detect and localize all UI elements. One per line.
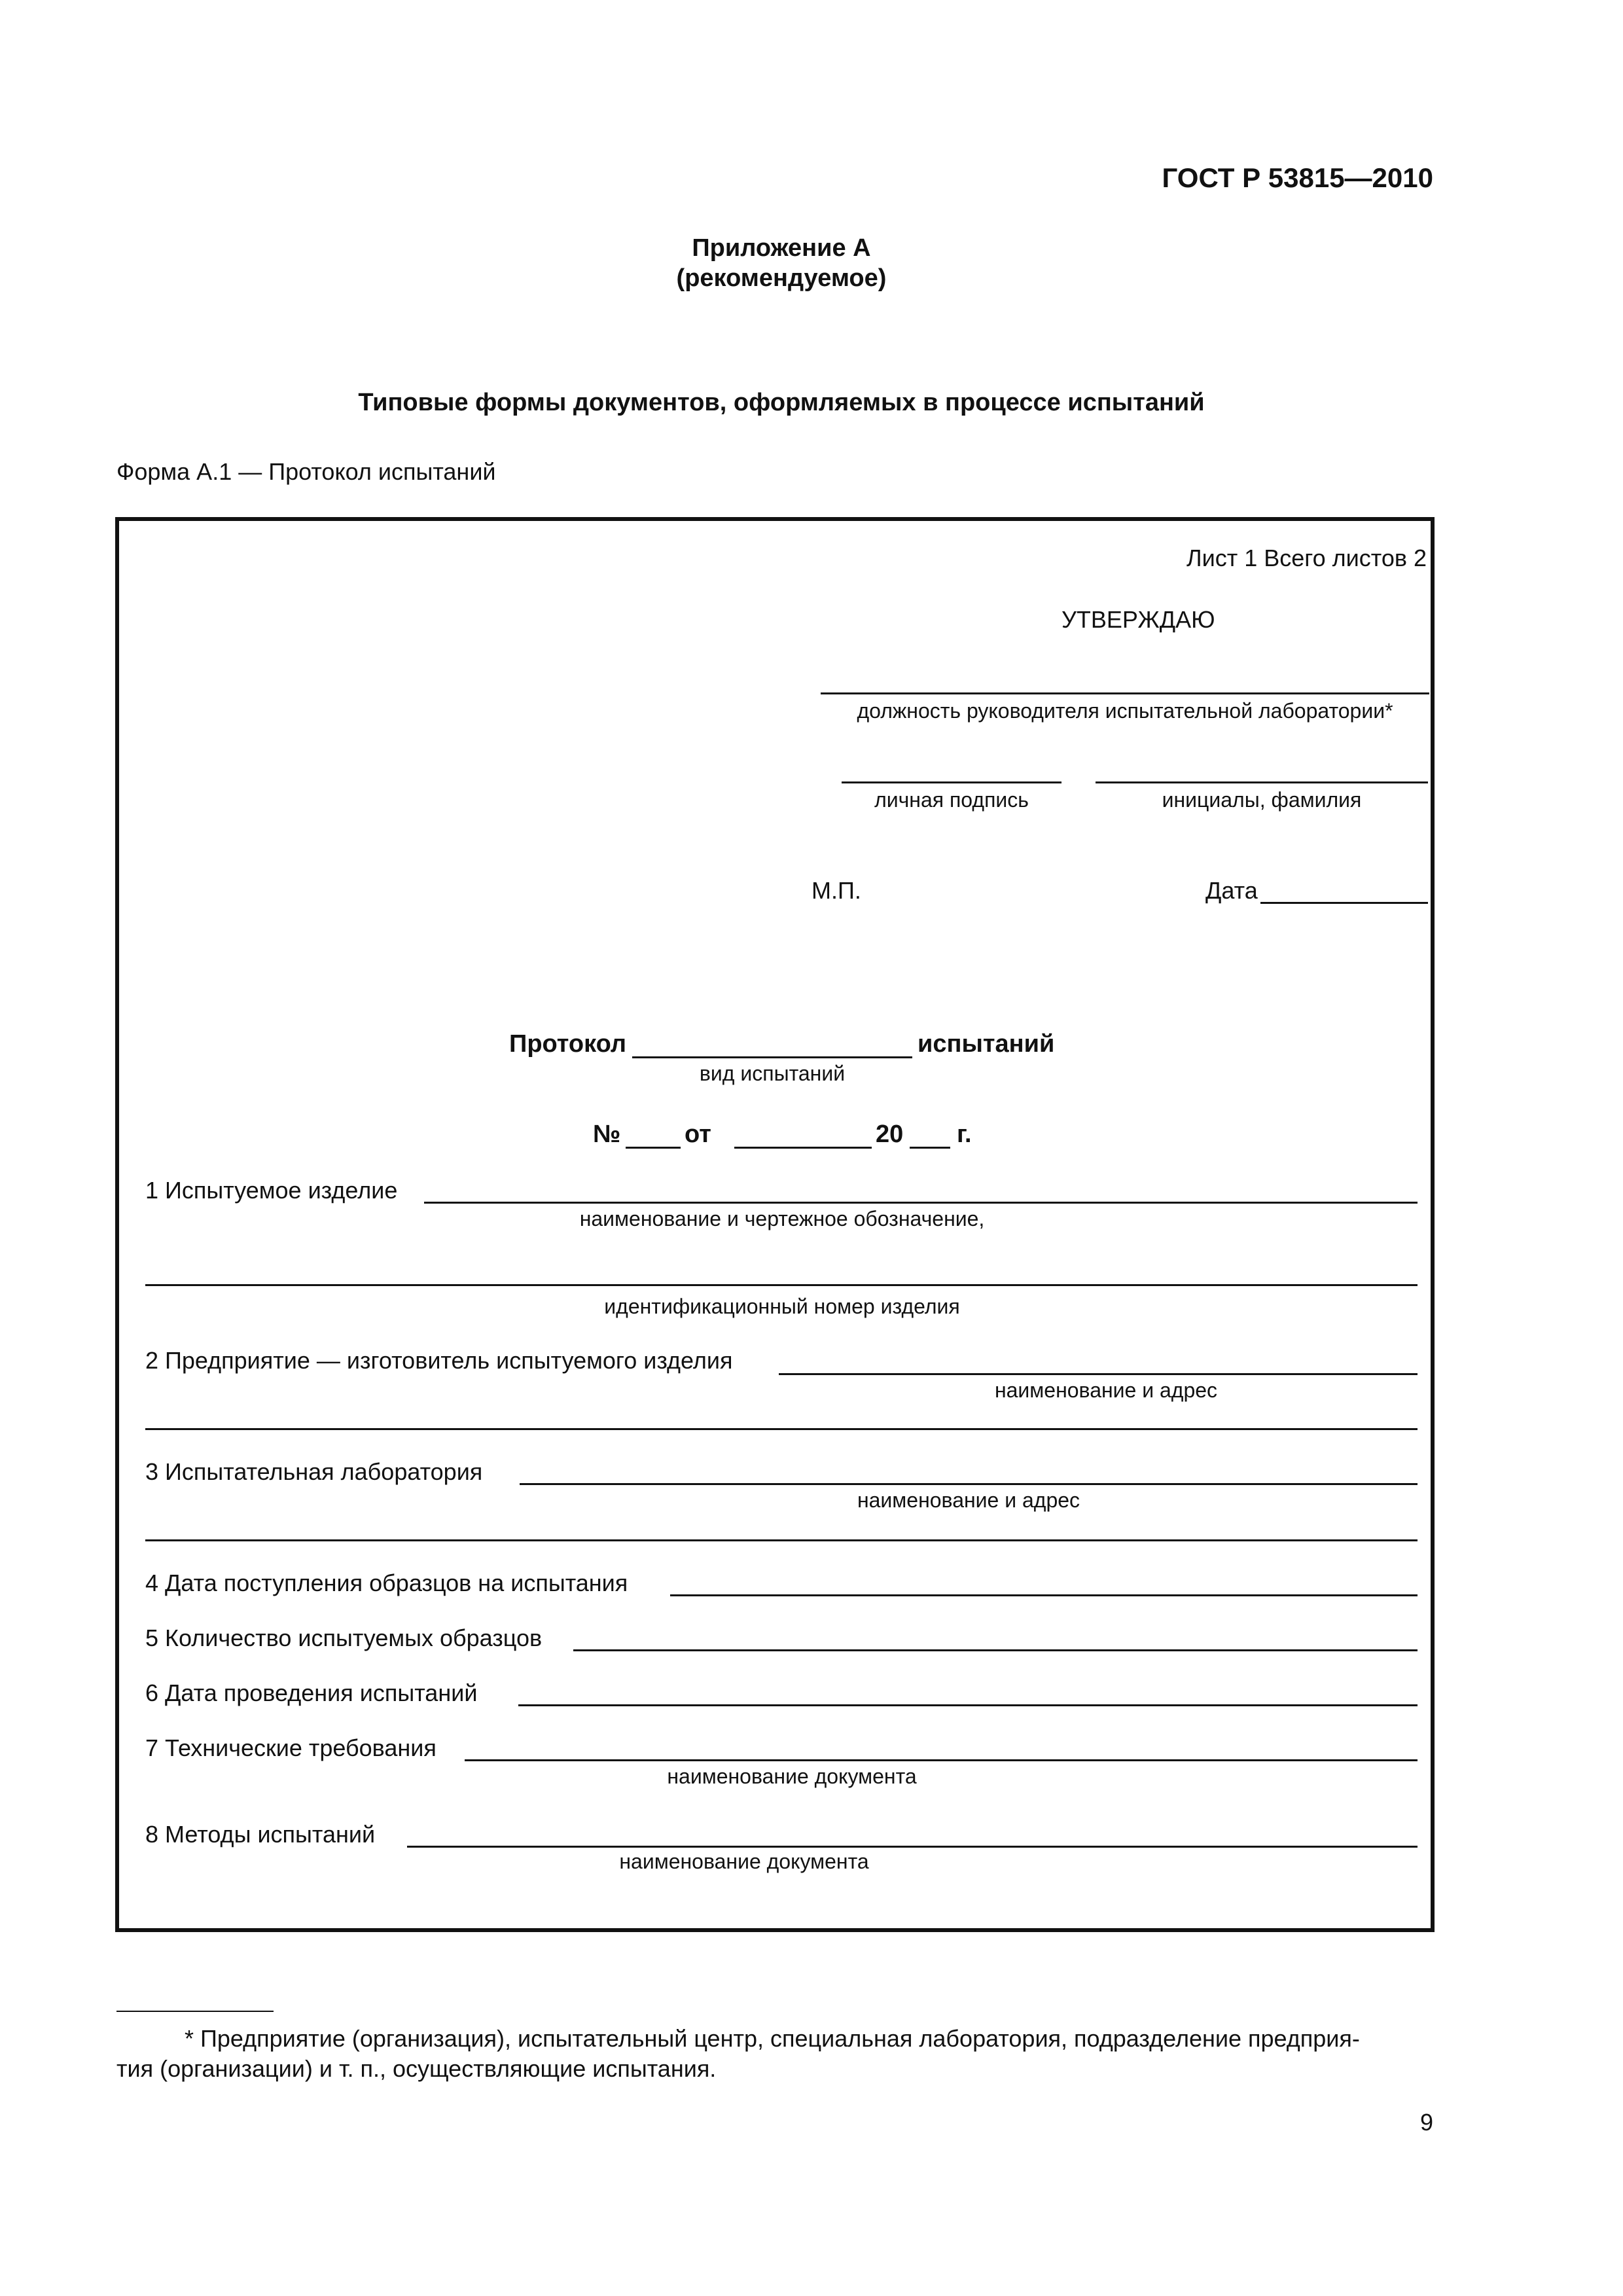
item-6-label: 6 Дата проведения испытаний — [145, 1679, 478, 1706]
date-label: Дата — [1205, 877, 1258, 904]
position-caption: должность руководителя испытательной лаборатории* — [857, 699, 1393, 723]
appendix-status: (рекомендуемое) — [676, 264, 887, 292]
item-3-label: 3 Испытательная лаборатория — [145, 1458, 483, 1485]
date-line[interactable] — [1260, 902, 1428, 904]
standard-number: ГОСТ Р 53815—2010 — [1162, 162, 1433, 193]
item-2-line-2[interactable] — [145, 1428, 1418, 1430]
number-year-line[interactable] — [910, 1147, 950, 1149]
item-5-line[interactable] — [573, 1649, 1418, 1651]
number-date-line[interactable] — [734, 1147, 872, 1149]
name-caption: инициалы, фамилия — [1162, 788, 1362, 812]
test-type-line[interactable] — [632, 1056, 912, 1058]
item-5-label: 5 Количество испытуемых образцов — [145, 1624, 543, 1651]
number-line[interactable] — [626, 1147, 681, 1149]
item-3-line[interactable] — [520, 1483, 1418, 1485]
signature-caption: личная подпись — [874, 788, 1029, 812]
number-from: от — [685, 1121, 711, 1148]
protocol-word: Протокол — [509, 1030, 627, 1058]
item-1-line-2[interactable] — [145, 1284, 1418, 1286]
item-1-caption: наименование и чертежное обозначение, — [579, 1207, 985, 1230]
appendix-title: Приложение А — [692, 234, 871, 262]
item-4-label: 4 Дата поступления образцов на испытания — [145, 1570, 628, 1596]
item-8-caption: наименование документа — [619, 1850, 869, 1873]
item-3-line-2[interactable] — [145, 1539, 1418, 1541]
footnote-line-2: тия (организации) и т. п., осуществляющие испытания. — [116, 2055, 717, 2082]
item-1-line[interactable] — [424, 1202, 1418, 1204]
item-2-caption: наименование и адрес — [994, 1378, 1218, 1402]
item-7-caption: наименование документа — [667, 1765, 917, 1788]
footnote-line-1: * Предприятие (организация), испытательный центр, специальная лаборатория, подразделение предприя- — [185, 2025, 1360, 2052]
item-7-line[interactable] — [465, 1759, 1418, 1761]
item-1-label: 1 Испытуемое изделие — [145, 1177, 398, 1204]
form-caption: Форма А.1 — Протокол испытаний — [116, 458, 496, 485]
page-number: 9 — [1419, 2109, 1433, 2136]
test-type-caption: вид испытаний — [699, 1062, 846, 1085]
main-title: Типовые формы документов, оформляемых в процессе испытаний — [358, 389, 1205, 416]
approve-label: УТВЕРЖДАЮ — [1061, 606, 1215, 633]
item-3-caption: наименование и адрес — [857, 1488, 1080, 1512]
footnote-separator — [116, 2011, 274, 2012]
signature-line[interactable] — [842, 781, 1061, 783]
sheet-info: Лист 1 Всего листов 2 — [1186, 545, 1427, 571]
number-year: 20 — [876, 1121, 904, 1148]
item-8-line[interactable] — [407, 1846, 1418, 1848]
protocol-tests-word: испытаний — [918, 1030, 1055, 1058]
position-line[interactable] — [821, 692, 1429, 694]
item-2-line[interactable] — [779, 1373, 1418, 1375]
number-g: г. — [957, 1121, 972, 1148]
item-2-label: 2 Предприятие — изготовитель испытуемого изделия — [145, 1347, 733, 1374]
item-7-label: 7 Технические требования — [145, 1734, 437, 1761]
name-line[interactable] — [1096, 781, 1428, 783]
number-sign: № — [593, 1121, 621, 1148]
item-8-label: 8 Методы испытаний — [145, 1821, 376, 1848]
item-6-line[interactable] — [518, 1704, 1418, 1706]
item-4-line[interactable] — [670, 1594, 1418, 1596]
stamp-label: М.П. — [812, 877, 861, 904]
item-1-caption-2: идентификационный номер изделия — [604, 1295, 960, 1318]
